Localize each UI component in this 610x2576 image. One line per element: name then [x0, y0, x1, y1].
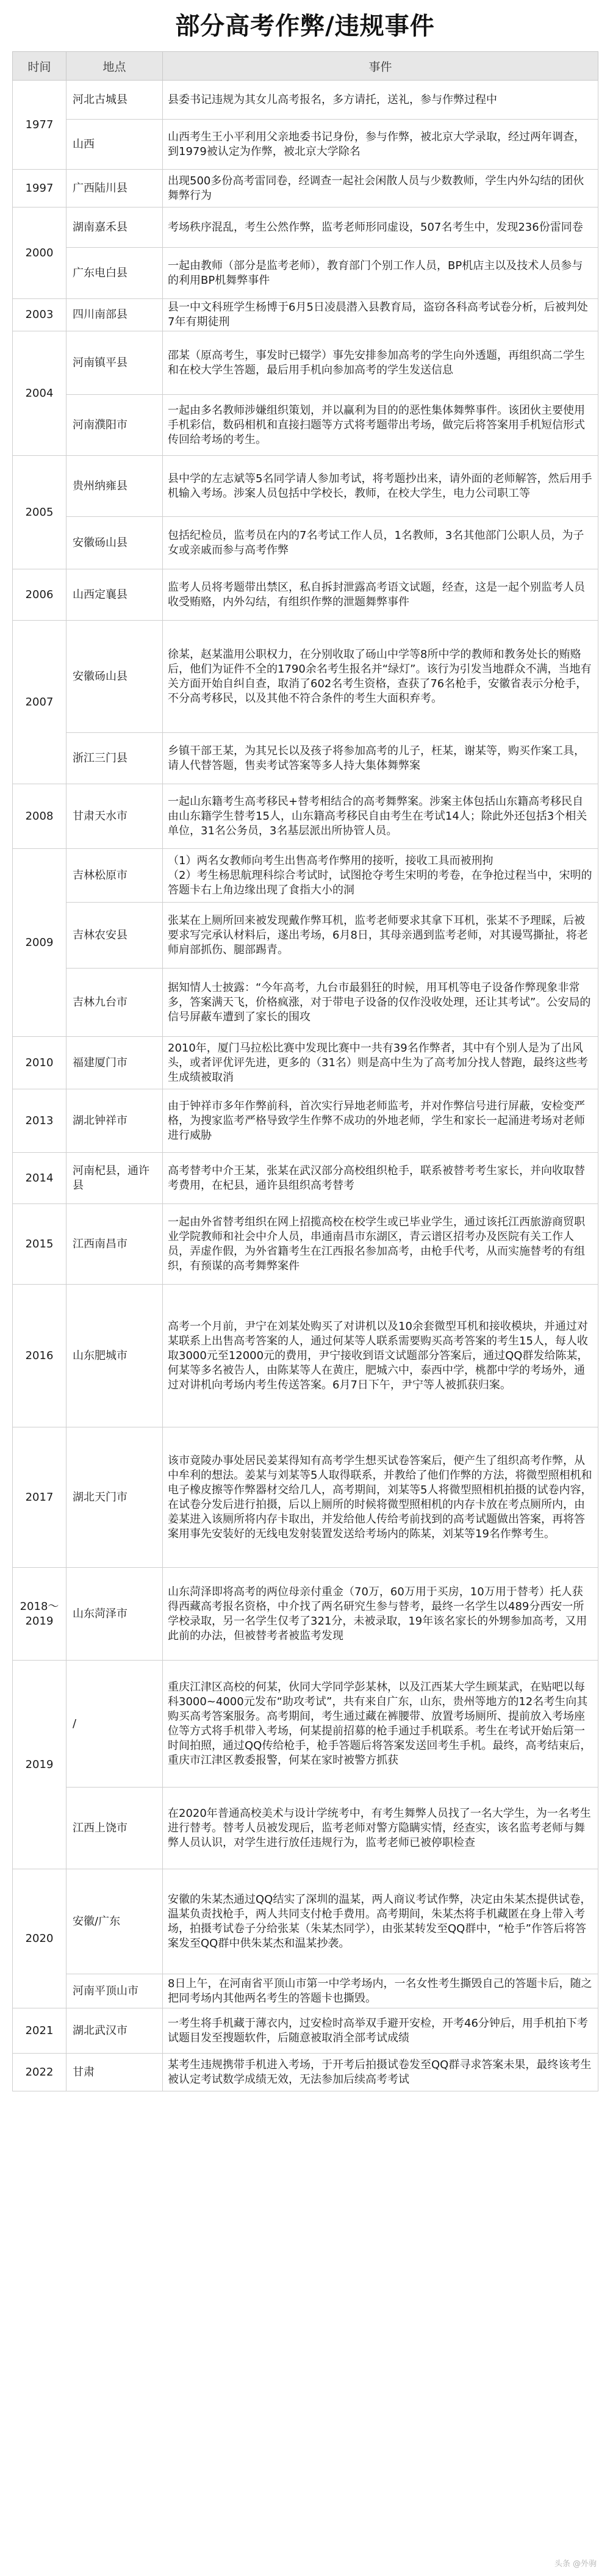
table-row [13, 1661, 598, 1788]
cell-time: 1997 [13, 170, 66, 207]
cell-event: 一起山东籍考生高考移民+替考相结合的高考舞弊案。涉案主体包括山东籍高考移民自由山东籍学生替考15人，山东籍高考移民自由考生在考试14人；除此外还包括3个相关单位，31名公务员，3名基层派出所协管人员。 [163, 784, 598, 849]
table-row [13, 903, 598, 969]
header-event: 事件 [163, 52, 598, 81]
cell-time: 2007 [13, 621, 66, 784]
cell-event: 安徽的朱某杰通过QQ结实了深圳的温某，两人商议考试作弊，决定由朱某杰提供试卷，温某负责找枪手，两人共同支付枪手费用。高考期间，朱某杰将手机藏匿在身上带入考场，拍摄考试卷子分给张某（朱某杰同学），由张某转发至QQ群中，“枪手”作答后将答案发至QQ群中供朱某杰和温某抄袭。 [163, 1869, 598, 1974]
header-place: 地点 [66, 52, 163, 81]
cell-time: 2004 [13, 331, 66, 456]
table-row [13, 849, 598, 903]
cell-time: 2005 [13, 456, 66, 569]
cell-place: 湖北武汉市 [66, 2008, 163, 2054]
cell-event: 由于钟祥市多年作弊前科，首次实行异地老师监考，并对作弊信号进行屏蔽，安检变严格，为搜家监考严格导致学生作弊不成功的外地老师，学生和家长一起涌进考场对老师进行威胁 [163, 1089, 598, 1153]
table-row [13, 1285, 598, 1427]
table-row [13, 1204, 598, 1285]
table-row [13, 170, 598, 207]
cell-place: 河南杞县，通许县 [66, 1153, 163, 1204]
cell-event: 考场秩序混乱，考生公然作弊，监考老师形同虚设，507名考生中，发现236份雷同卷 [163, 207, 598, 248]
table-row [13, 1037, 598, 1089]
cell-place: 山东菏泽市 [66, 1568, 163, 1661]
cell-place: 贵州纳雍县 [66, 456, 163, 517]
cell-time: 2018～2019 [13, 1568, 66, 1661]
cell-place: 湖北天门市 [66, 1427, 163, 1568]
cheating-events-table [12, 51, 598, 2091]
table-body [13, 81, 598, 2091]
cell-place: 四川南部县 [66, 299, 163, 331]
cell-place: 广东电白县 [66, 248, 163, 299]
cell-place: 安徽砀山县 [66, 621, 163, 733]
table-row [13, 81, 598, 120]
cell-event: 该市竟陵办事处居民姜某得知有高考学生想买试卷答案后，便产生了组织高考作弊，从中牟利的想法。姜某与刘某等5人取得联系，并教给了他们作弊的方法，将微型照相机和电子橡皮擦等作弊器材交给几人，高考期间，刘某等5人将微型照相机拍摄的试卷内容，在试卷分发后进行拍摄，后以上厕所的时候将微型照相机的内存卡放在考点厕所内，由姜某进入该厕所将内存卡取出，并发给他人传给考前找到的高考试题做出答案，再将答案用事先安装好的无线电发射装置发送给考场内的陈某，刘某等19名作弊考生。 [163, 1427, 598, 1568]
table-row [13, 1788, 598, 1869]
cell-place: 山西 [66, 120, 163, 170]
cell-place: 浙江三门县 [66, 733, 163, 784]
page-title: 部分高考作弊/违规事件 [175, 12, 435, 40]
table-header-row [13, 52, 598, 81]
table-row [13, 248, 598, 299]
cell-time: 2003 [13, 299, 66, 331]
cell-event: 2010年，厦门马拉松比赛中发现比赛中一共有39名作弊者，其中有个别人是为了出风头，或者评优评先进，更多的（31名）则是高中生为了高考加分找人替跑，最终这些考生成绩被取消 [163, 1037, 598, 1089]
cell-place: 广西陆川县 [66, 170, 163, 207]
cell-place: 安徽/广东 [66, 1869, 163, 1974]
cell-event: 据知情人士披露：“今年高考，九台市最猖狂的时候，用耳机等电子设备作弊现象非常多，答案满天飞，价格疯涨，对于带电子设备的仅作没收处理，还让其考试”。公安局的信号屏蔽车遭到了家长的围攻 [163, 969, 598, 1037]
table-row [13, 1869, 598, 1974]
cell-event: 山西考生王小平利用父亲地委书记身份，参与作弊，被北京大学录取，经过两年调查，到1979被认定为作弊，被北京大学除名 [163, 120, 598, 170]
cell-event: 高考替考中介王某，张某在武汉部分高校组织枪手，联系被替考考生家长，并向收取替考费用，在杞县，通许县组织高考替考 [163, 1153, 598, 1204]
cell-place: 吉林农安县 [66, 903, 163, 969]
header-time: 时间 [13, 52, 66, 81]
cell-event: 徐某，赵某滥用公职权力，在分别收取了砀山中学等8所中学的教师和教务处长的贿赂后，他们为证件不全的1790余名考生报名并“绿灯”。该行为引发当地群众不满，当地有关方面开始自纠自查，取消了602名考生资格，查获了76名枪手，安徽省表示分枪手，不分高考移民，以及其他不符合条件的考生大面积弃考。 [163, 621, 598, 733]
table-row [13, 621, 598, 733]
cell-time: 2008 [13, 784, 66, 849]
table-row [13, 733, 598, 784]
cell-place: 湖北钟祥市 [66, 1089, 163, 1153]
cell-time: 2013 [13, 1089, 66, 1153]
cell-place: / [66, 1661, 163, 1788]
cell-event: 一起由多名教师涉嫌组织策划，并以赢利为目的的恶性集体舞弊事件。该团伙主要使用手机彩信，数码相机和直接扫题等方式将考题带出考场，做完后将答案用手机短信形式传回给考场的考生。 [163, 395, 598, 456]
cell-event: 包括纪检员，监考员在内的7名考试工作人员，1名教师，3名其他部门公职人员，为子女或亲戚而参与高考作弊 [163, 517, 598, 569]
table-row [13, 299, 598, 331]
cell-event: 一起由外省替考组织在网上招揽高校在校学生或已毕业学生，通过该托江西旅游商贸职业学院教师和社会中介人员，串通南昌市东湖区，青云谱区招考办及医院有关工作人员，弄虚作假，为外省籍考生在江西报名参加高考，由枪手代考，从而实施替考的有组织，有预谋的高考舞弊案件 [163, 1204, 598, 1285]
cell-event: 乡镇干部王某，为其兄长以及孩子将参加高考的儿子，枉某，谢某等，购买作案工具，请人代替答题，售卖考试答案等多人持大集体舞弊案 [163, 733, 598, 784]
table-row [13, 1974, 598, 2008]
cell-time: 2006 [13, 569, 66, 621]
table-row [13, 456, 598, 517]
table-row [13, 784, 598, 849]
cell-event: 在2020年普通高校美术与设计学统考中，有考生舞弊人员找了一名大学生，为一名考生进行替考。替考人员被发现后，监考老师对警方隐瞒实情，经查实，该名监考老师与舞弊人员认识，对学生进行放任违规行为，监考老师已被停职检查 [163, 1788, 598, 1869]
cell-event: 出现500多份高考雷同卷，经调查一起社会闲散人员与少数教师，学生内外勾结的团伙舞弊行为 [163, 170, 598, 207]
cell-place: 河北古城县 [66, 81, 163, 120]
cell-place: 福建厦门市 [66, 1037, 163, 1089]
cell-event: 某考生违规携带手机进入考场，于开考后拍摄试卷发至QQ群寻求答案未果，最终该考生被认定考试数学成绩无效，无法参加后续高考考试 [163, 2054, 598, 2091]
table-row [13, 331, 598, 395]
table-row [13, 1153, 598, 1204]
table-row [13, 1089, 598, 1153]
table-row [13, 2008, 598, 2054]
cell-place: 河南濮阳市 [66, 395, 163, 456]
cell-time: 2022 [13, 2054, 66, 2091]
cell-event: 监考人员将考题带出禁区，私自拆封泄露高考语文试题，经查，这是一起个别监考人员收受贿赂，内外勾结，有组织作弊的泄题舞弊事件 [163, 569, 598, 621]
cell-place: 湖南嘉禾县 [66, 207, 163, 248]
table-row [13, 395, 598, 456]
cell-event: 县委书记违规为其女儿高考报名，多方请托，送礼，参与作弊过程中 [163, 81, 598, 120]
cell-event: 山东菏泽即将高考的两位母亲付重金（70万，60万用于买房，10万用于替考）托人获得西藏高考报名资格，中介找了两名研究生参与替考，最终一名学生以489分西安一所学校录取，另一名学生仅考了321分，未被录取，19年该名家长的外甥参加高考，又用此前的办法，但被替考者被监考发现 [163, 1568, 598, 1661]
watermark: 头条 @外驹 [554, 2560, 597, 2569]
cell-place: 吉林九台市 [66, 969, 163, 1037]
cell-time: 2017 [13, 1427, 66, 1568]
cell-time: 2009 [13, 849, 66, 1037]
table-row [13, 569, 598, 621]
table-row [13, 517, 598, 569]
table-row [13, 969, 598, 1037]
cell-event: 县一中文科班学生杨博于6月5日凌晨潜入县教育局，盗窃各科高考试卷分析，后被判处7年有期徒刑 [163, 299, 598, 331]
cell-event: 一考生将手机藏于薄衣内，过安检时高举双手避开安检，开考46分钟后，用手机拍下考试题目发至搜题软件，后随意被取消全部考试成绩 [163, 2008, 598, 2054]
cell-place: 甘肃 [66, 2054, 163, 2091]
cell-event: 8日上午，在河南省平顶山市第一中学考场内，一名女性考生撕毁自己的答题卡后，随之把同考场内其他两名考生的答题卡也撕毁。 [163, 1974, 598, 2008]
cell-time: 2021 [13, 2008, 66, 2054]
cell-time: 2016 [13, 1285, 66, 1427]
cell-place: 甘肃天水市 [66, 784, 163, 849]
cell-time: 2020 [13, 1869, 66, 2008]
cell-place: 安徽砀山县 [66, 517, 163, 569]
table-row [13, 1568, 598, 1661]
cell-time: 2015 [13, 1204, 66, 1285]
cell-event: 邵某（原高考生，事发时已辍学）事先安排参加高考的学生向外透题，再组织高二学生和在校大学生答题，最后用手机向参加高考的学生发送信息 [163, 331, 598, 395]
cell-event: 高考一个月前，尹宁在刘某处购买了对讲机以及10余套微型耳机和接收模块，并通过对某联系上出售高考答案的人，通过何某等人联系需要购买高考答案的考生15人，每人收取3000元至12000元的费用，尹宁接收到语文试题部分答案后，通过QQ群发给陈某，何某等多名被告人，由陈某等人在黄庄，肥城六中，泰西中学，桃都中学的考场外，通过对讲机向考场内考生传送答案。6月7日下午，尹宁等人被抓获归案。 [163, 1285, 598, 1427]
cell-time: 2010 [13, 1037, 66, 1089]
table-row [13, 207, 598, 248]
cell-event: 县中学的左志斌等5名同学请人参加考试，将考题抄出来，请外面的老师解答，然后用手机输入考场。涉案人员包括中学校长，教师，在校大学生，电力公司职工等 [163, 456, 598, 517]
cell-time: 1977 [13, 81, 66, 170]
cell-event: 一起由教师（部分是监考老师），教育部门个别工作人员，BP机店主以及技术人员参与的利用BP机舞弊事件 [163, 248, 598, 299]
cell-place: 江西南昌市 [66, 1204, 163, 1285]
cell-time: 2014 [13, 1153, 66, 1204]
table-row [13, 1427, 598, 1568]
cell-time: 2019 [13, 1661, 66, 1869]
cell-place: 河南平顶山市 [66, 1974, 163, 2008]
cell-event: 重庆江津区高校的何某，伙同大学同学彭某林，以及江西某大学生顾某武，在贴吧以每科3000~4000元发布“助攻考试”，共有来自广东，山东，贵州等地方的12名考生向其购买高考答案服务。高考期间，考生通过藏在裤腰带、放置考场厕所、提前放入考场座位等方式将手机带入考场，何某提前招募的枪手通过手机联系。考生在考试开始后第一时间拍照，通过QQ传给枪手，枪手答题后将答案发送回考生手机。最终，高考结束后，重庆市江津区教委报警，何某在家时被警方抓获 [163, 1661, 598, 1788]
cell-event: 张某在上厕所回来被发现戴作弊耳机，监考老师要求其拿下耳机，张某不予理睬，后被要求写完承认材料后，遂出考场，6月8日，其母亲遇到监考老师，对其谩骂撕扯，将老师肩部抓伤、腿部踢青。 [163, 903, 598, 969]
cell-place: 吉林松原市 [66, 849, 163, 903]
cell-place: 山东肥城市 [66, 1285, 163, 1427]
cell-place: 江西上饶市 [66, 1788, 163, 1869]
table-row [13, 2054, 598, 2091]
cell-time: 2000 [13, 207, 66, 299]
cell-place: 河南镇平县 [66, 331, 163, 395]
table-row [13, 120, 598, 170]
cell-place: 山西定襄县 [66, 569, 163, 621]
cell-event: （1）两名女教师向考生出售高考作弊用的接听，接收工具而被刑拘 （2）考生杨思航理科综合考试时，试图抢夺考生宋明的考卷，在争抢过程当中，宋明的答题卡右上角边缘出现了食指大小的洞 [163, 849, 598, 903]
